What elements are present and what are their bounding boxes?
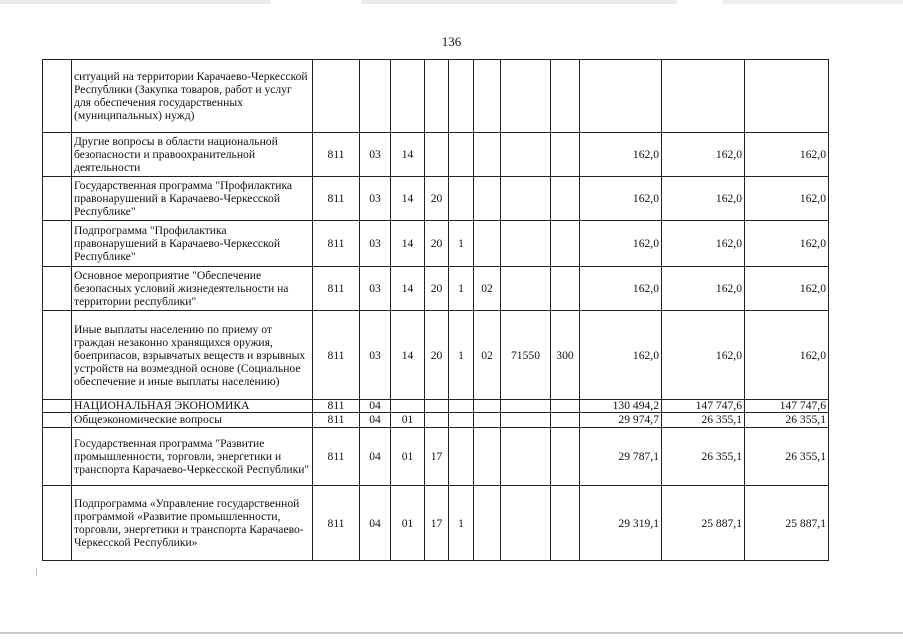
amount-year-2 [662,60,745,133]
row-name: Иные выплаты населению по приему от граждан незаконно хранящихся оружия, боеприпасов, взрывчатых веществ и взрывных устройств на возмездной основе (Социальное обеспечение и иные выплаты населению) [72,311,313,400]
amount-year-3: 26 355,1 [745,428,829,486]
amount-year-3: 162,0 [745,311,829,400]
section-code: 04 [360,428,391,486]
table-row [43,413,829,428]
direction-code [501,428,551,486]
admin-code: 811 [313,486,360,561]
subprogram-code [449,133,474,177]
direction-code: 71550 [501,311,551,400]
section-code: 03 [360,267,391,311]
subsection-code: 01 [391,428,425,486]
event-code [474,221,501,267]
section-code: 03 [360,177,391,221]
admin-code: 811 [313,221,360,267]
table-body [43,60,829,561]
subsection-code: 14 [391,267,425,311]
expense-type-code [551,221,580,267]
subsection-code: 14 [391,311,425,400]
amount-year-2: 26 355,1 [662,428,745,486]
subsection-code: 01 [391,413,425,428]
amount-year-1: 29 787,1 [580,428,662,486]
admin-code [313,60,360,133]
expense-type-code [551,400,580,413]
table-row [43,221,829,267]
section-code: 04 [360,486,391,561]
amount-year-2: 162,0 [662,133,745,177]
scan-bottom-edge [0,632,903,634]
subprogram-code [449,413,474,428]
admin-code: 811 [313,413,360,428]
first-column-cell [43,486,72,561]
direction-code [501,221,551,267]
section-code: 04 [360,400,391,413]
admin-code: 811 [313,133,360,177]
expense-type-code [551,413,580,428]
first-column-cell [43,413,72,428]
first-column-cell [43,267,72,311]
budget-table [42,59,829,561]
row-name: Основное мероприятие "Обеспечение безопасных условий жизнедеятельности на территории республики" [72,267,313,311]
expense-type-code [551,486,580,561]
program-code [425,413,449,428]
amount-year-1: 162,0 [580,311,662,400]
amount-year-1 [580,60,662,133]
admin-code: 811 [313,267,360,311]
program-code [425,133,449,177]
direction-code [501,177,551,221]
program-code: 20 [425,221,449,267]
subprogram-code [449,428,474,486]
program-code: 17 [425,428,449,486]
first-column-cell [43,177,72,221]
event-code [474,133,501,177]
table-row [43,177,829,221]
event-code [474,60,501,133]
table-row [43,133,829,177]
amount-year-1: 162,0 [580,177,662,221]
amount-year-1: 29 974,7 [580,413,662,428]
expense-type-code [551,60,580,133]
subprogram-code [449,177,474,221]
program-code [425,60,449,133]
row-name: Подпрограмма «Управление государственной программой «Развитие промышленности, торговли, энергетики и транспорта Карачаево-Черкесской Республики» [72,486,313,561]
scan-margin-mark [36,568,37,576]
subprogram-code: 1 [449,267,474,311]
amount-year-3 [745,60,829,133]
table-row [43,267,829,311]
row-name: НАЦИОНАЛЬНАЯ ЭКОНОМИКА [72,400,313,413]
table-row [43,486,829,561]
amount-year-1: 162,0 [580,267,662,311]
direction-code [501,267,551,311]
direction-code [501,133,551,177]
page-number: 136 [441,34,462,49]
direction-code [501,413,551,428]
row-name: Подпрограмма "Профилактика правонарушений в Карачаево-Черкесской Республике" [72,221,313,267]
amount-year-1: 29 319,1 [580,486,662,561]
amount-year-3: 26 355,1 [745,413,829,428]
amount-year-1: 162,0 [580,133,662,177]
first-column-cell [43,311,72,400]
amount-year-2: 162,0 [662,311,745,400]
section-code: 04 [360,413,391,428]
subprogram-code: 1 [449,221,474,267]
first-column-cell [43,400,72,413]
admin-code: 811 [313,177,360,221]
amount-year-3: 25 887,1 [745,486,829,561]
amount-year-3: 162,0 [745,221,829,267]
first-column-cell [43,60,72,133]
event-code [474,400,501,413]
event-code: 02 [474,267,501,311]
program-code: 20 [425,267,449,311]
amount-year-2: 26 355,1 [662,413,745,428]
amount-year-3: 147 747,6 [745,400,829,413]
amount-year-2: 162,0 [662,221,745,267]
amount-year-1: 162,0 [580,221,662,267]
subprogram-code: 1 [449,311,474,400]
row-name: ситуаций на территории Карачаево-Черкесской Республики (Закупка товаров, работ и услуг для обеспечения государственных (муниципальных) нужд) [72,60,313,133]
section-code: 03 [360,311,391,400]
expense-type-code [551,133,580,177]
amount-year-3: 162,0 [745,177,829,221]
subsection-code: 14 [391,177,425,221]
table-row [43,400,829,413]
amount-year-3: 162,0 [745,267,829,311]
scan-top-edge [0,0,903,4]
admin-code: 811 [313,428,360,486]
amount-year-2: 147 747,6 [662,400,745,413]
first-column-cell [43,428,72,486]
subsection-code: 14 [391,221,425,267]
event-code [474,177,501,221]
section-code: 03 [360,133,391,177]
admin-code: 811 [313,311,360,400]
row-name: Другие вопросы в области национальной безопасности и правоохранительной деятельности [72,133,313,177]
section-code [360,60,391,133]
program-code: 20 [425,177,449,221]
table-row [43,428,829,486]
row-name: Государственная программа "Развитие промышленности, торговли, энергетики и транспорта Карачаево-Черкесской Республики" [72,428,313,486]
first-column-cell [43,133,72,177]
direction-code [501,400,551,413]
first-column-cell [43,221,72,267]
subsection-code: 01 [391,486,425,561]
expense-type-code: 300 [551,311,580,400]
expense-type-code [551,267,580,311]
admin-code: 811 [313,400,360,413]
program-code [425,400,449,413]
amount-year-1: 130 494,2 [580,400,662,413]
subprogram-code [449,400,474,413]
section-code: 03 [360,221,391,267]
expense-type-code [551,428,580,486]
program-code: 17 [425,486,449,561]
program-code: 20 [425,311,449,400]
event-code [474,413,501,428]
event-code: 02 [474,311,501,400]
row-name: Общеэкономические вопросы [72,413,313,428]
direction-code [501,486,551,561]
subsection-code [391,400,425,413]
event-code [474,486,501,561]
amount-year-2: 25 887,1 [662,486,745,561]
subsection-code: 14 [391,133,425,177]
expense-type-code [551,177,580,221]
direction-code [501,60,551,133]
table-row [43,311,829,400]
row-name: Государственная программа "Профилактика правонарушений в Карачаево-Черкесской Республике" [72,177,313,221]
subprogram-code: 1 [449,486,474,561]
amount-year-2: 162,0 [662,267,745,311]
subsection-code [391,60,425,133]
event-code [474,428,501,486]
subprogram-code [449,60,474,133]
amount-year-3: 162,0 [745,133,829,177]
amount-year-2: 162,0 [662,177,745,221]
table-row [43,60,829,133]
